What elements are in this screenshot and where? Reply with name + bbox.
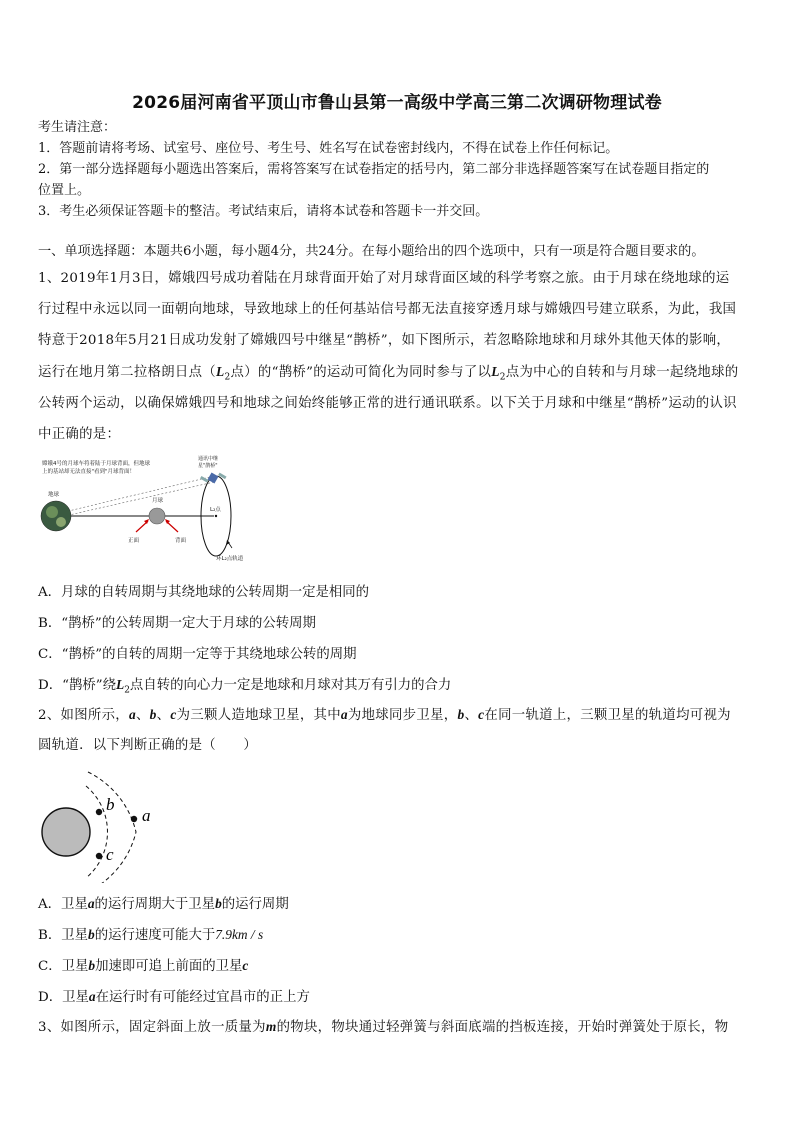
q1-figure xyxy=(36,452,251,567)
l2-point xyxy=(215,515,217,517)
q2-option-c: C．卫星b加速即可追上前面的卫星c xyxy=(38,958,249,974)
q2-line-2: 圆轨道．以下判断正确的是（ ） xyxy=(38,738,258,753)
q1-option-d: D．“鹊桥”绕$L_2$点自转的向心力一定是地球和月球对其万有引力的合力 xyxy=(38,677,452,696)
notice-item-3: 3．考生必须保证答题卡的整洁。考试结束后，请将本试卷和答题卡一并交回。 xyxy=(38,204,489,219)
l2-label: L₂点 xyxy=(210,507,221,513)
q1-line-4: 运行在地月第二拉格朗日点（$L_2$点）的“鹊桥”的运动可简化为同时参与了以$L_2$点为中心的自转和与月球一起绕地球的 xyxy=(38,364,739,383)
q1-line-3: 特意于2018年5月21日成功发射了嫦娥四号中继星“鹊桥”，如下图所示，若忽略除地球和月球外其他天体的影响， xyxy=(38,333,731,348)
label-c: c xyxy=(106,845,114,864)
q2-line-1: 2、如图所示，a、b、c为三颗人造地球卫星，其中a为地球同步卫星，b、c在同一轨道上，三颗卫星的轨道均可视为 xyxy=(38,707,731,723)
notice-item-2-cont: 位置上。 xyxy=(38,183,91,198)
label-a: a xyxy=(142,806,151,825)
earth-circle xyxy=(42,808,90,856)
notice-heading: 考生请注意： xyxy=(38,120,117,135)
notice-item-1: 1．答题前请将考场、试室号、座位号、考生号、姓名写在试卷密封线内，不得在试卷上作任何标记。 xyxy=(38,141,619,156)
relay-satellite-icon xyxy=(200,473,227,484)
q1-line-2: 行过程中永远以同一面朝向地球，导致地球上的任何基站信号都无法直接穿透月球与嫦娥四号建立联系，为此，我国 xyxy=(38,302,737,317)
moon-label: 月球 xyxy=(152,498,164,504)
satellite-b xyxy=(96,809,102,815)
q1-line-1: 1、2019年1月3日，嫦娥四号成功着陆在月球背面开始了对月球背面区域的科学考察之旅。由于月球在绕地球的运 xyxy=(38,271,730,286)
sight-line-2 xyxy=(56,482,214,518)
figure-note-1: 嫦娥4号的月球车将着陆于月球背面，但地球 xyxy=(42,461,151,467)
q1-line-5: 公转两个运动，以确保嫦娥四号和地球之间始终能够正常的进行通讯联系。以下关于月球和中继星“鹊桥”运动的认识 xyxy=(38,396,737,411)
q1-option-c: C．“鹊桥”的自转的周期一定等于其绕地球公转的周期 xyxy=(38,647,357,662)
earth-land-2 xyxy=(56,517,66,527)
figure-note-2: 上的基站却无法直接"看到"月球背面！ xyxy=(42,469,136,475)
page-title: 2026届河南省平顶山市鲁山县第一高级中学高三第二次调研物理试卷 xyxy=(132,93,662,113)
relay-label-1: 通讯中继 xyxy=(198,456,219,462)
q2-figure xyxy=(36,768,166,883)
q1-line-6: 中正确的是： xyxy=(38,427,121,442)
q2-option-b: B．卫星b的运行速度可能大于7.9km / s xyxy=(38,927,264,943)
earth-land xyxy=(46,506,58,518)
orbit-label: 环L₂点轨道 xyxy=(216,556,244,562)
q2-option-d: D．卫星a在运行时有可能经过宜昌市的正上方 xyxy=(38,989,310,1005)
satellite-c xyxy=(96,853,102,859)
section-heading: 一、单项选择题：本题共6小题，每小题4分，共24分。在每小题给出的四个选项中，只有一项是符合题目要求的。 xyxy=(38,244,705,259)
moon-icon xyxy=(149,508,165,524)
notice-item-2: 2．第一部分选择题每小题选出答案后，需将答案写在试卷指定的括号内，第二部分非选择题答案写在试卷题目指定的 xyxy=(38,162,710,177)
q1-option-b: B．“鹊桥”的公转周期一定大于月球的公转周期 xyxy=(38,616,316,631)
sight-line-1 xyxy=(56,476,214,514)
q2-option-a: A．卫星a的运行周期大于卫星b的运行周期 xyxy=(38,896,289,912)
back-label: 背面 xyxy=(175,538,187,544)
relay-label-2: 星"鹊桥" xyxy=(198,463,218,469)
orbit-a xyxy=(88,772,136,883)
label-b: b xyxy=(106,795,115,814)
earth-label: 地球 xyxy=(48,492,60,498)
satellite-a xyxy=(131,816,137,822)
q3-line-1: 3、如图所示，固定斜面上放一质量为m的物块，物块通过轻弹簧与斜面底端的挡板连接，开始时弹簧处于原长，物 xyxy=(38,1019,729,1035)
q1-option-a: A．月球的自转周期与其绕地球的公转周期一定是相同的 xyxy=(38,585,370,600)
front-label: 正面 xyxy=(128,538,140,544)
